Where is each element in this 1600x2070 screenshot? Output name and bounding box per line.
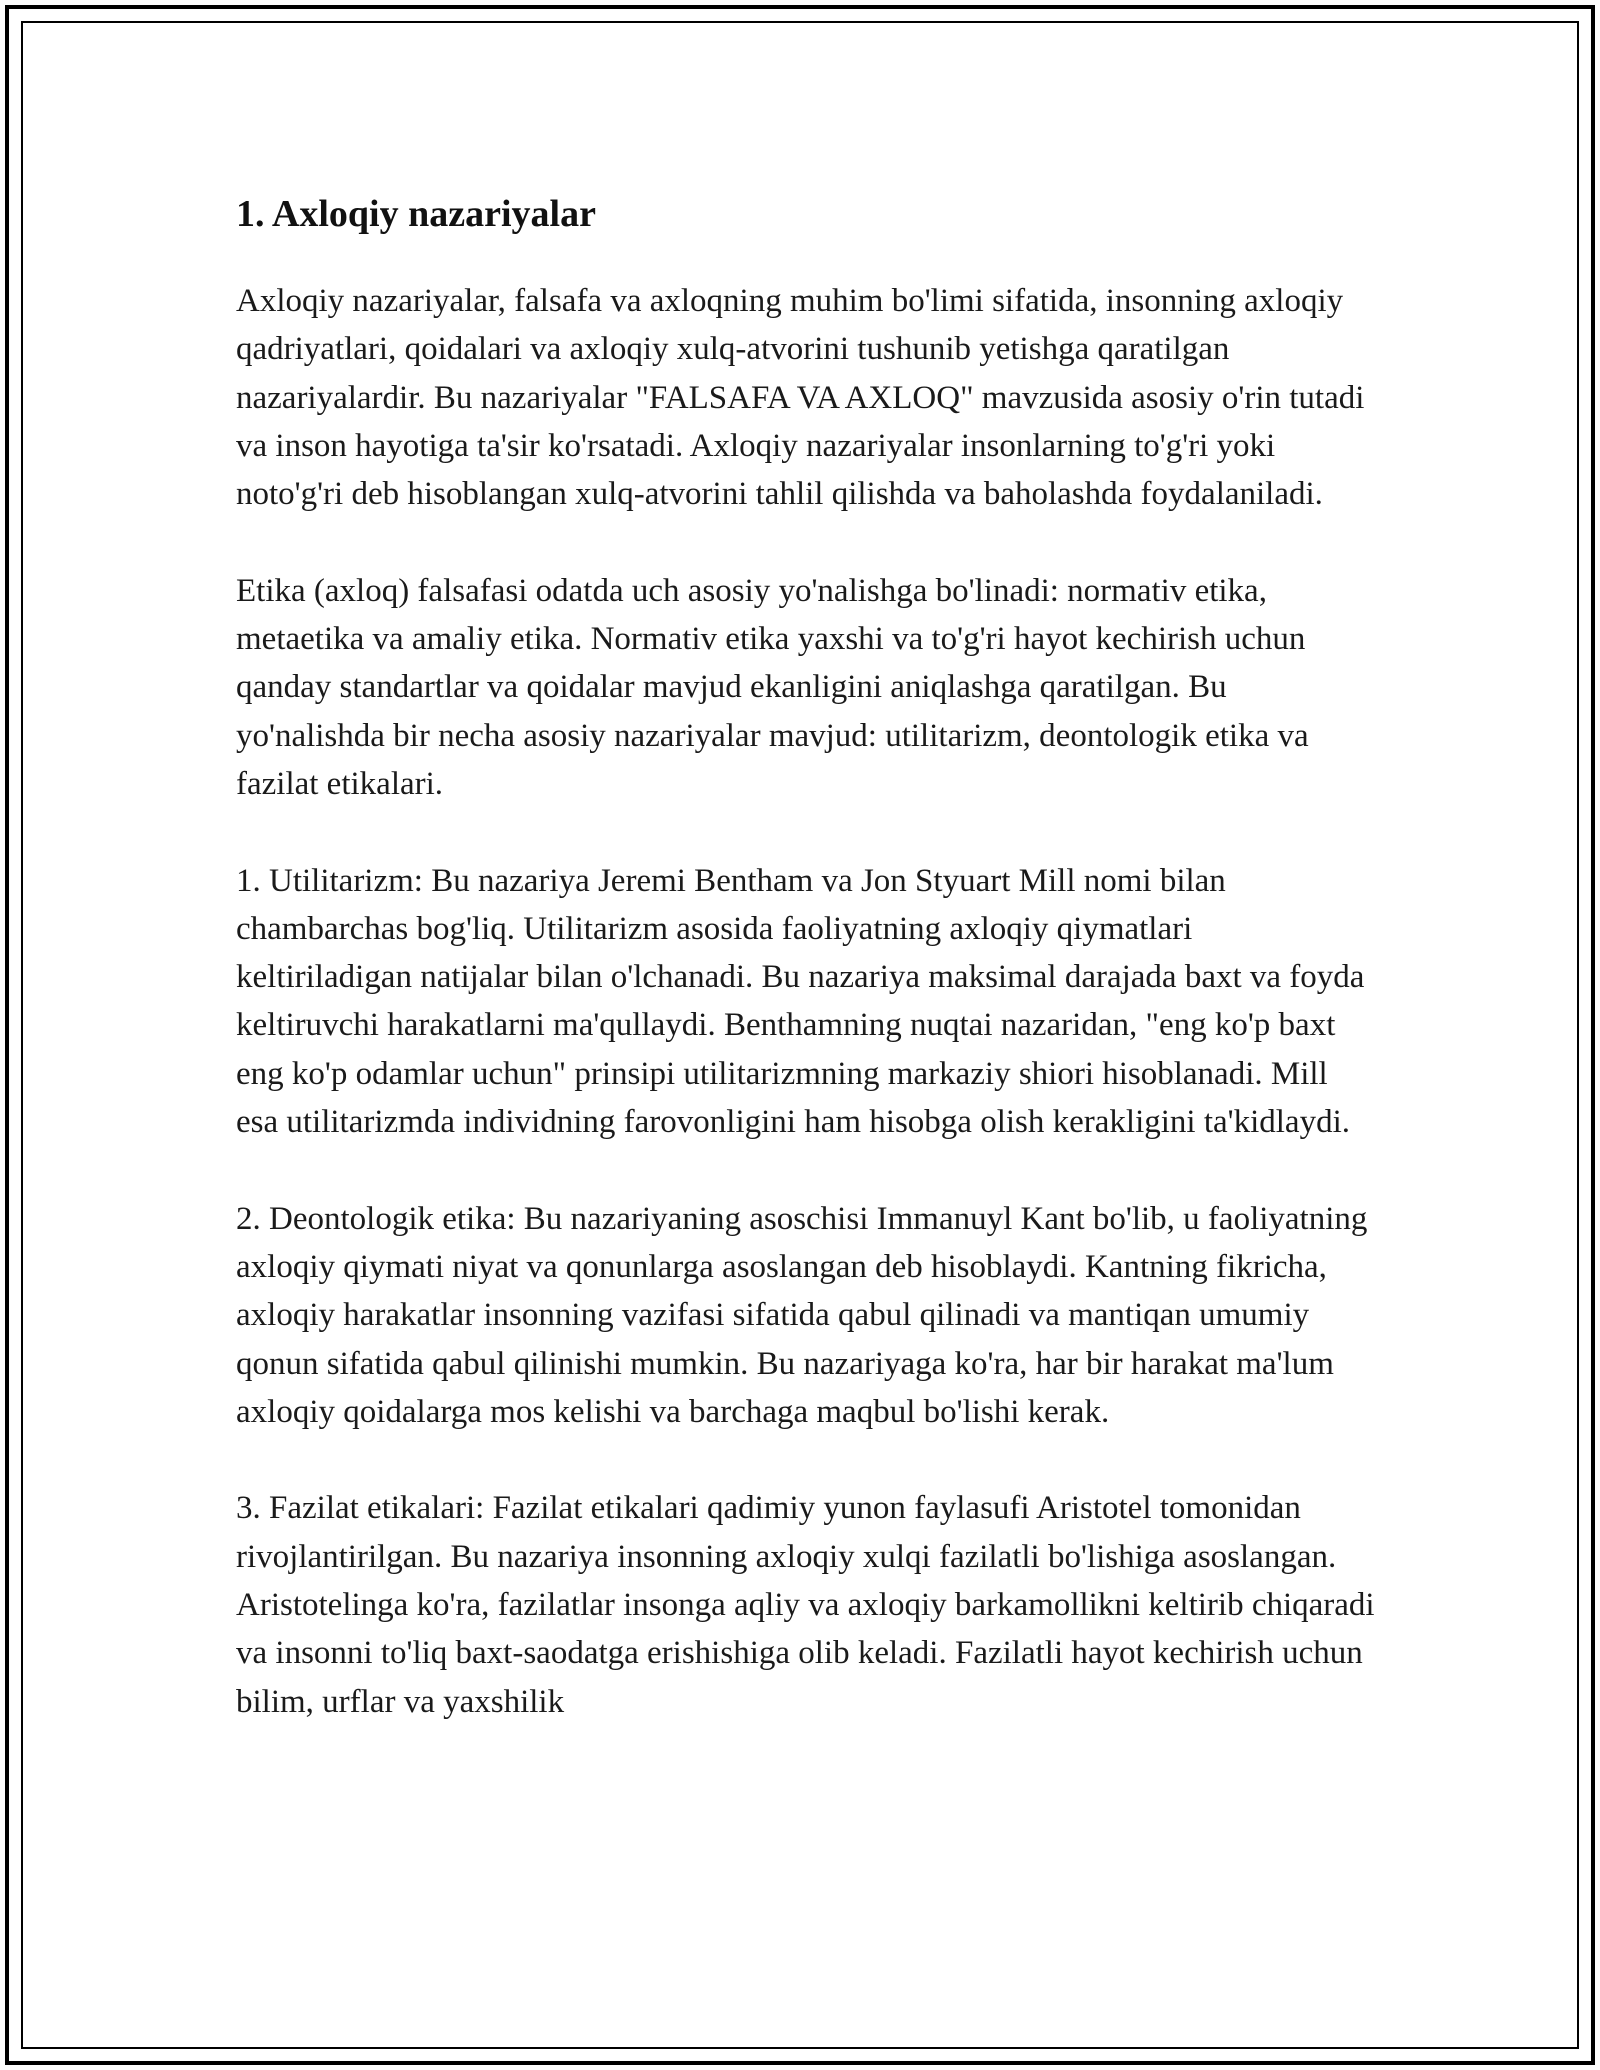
paragraph-intro: Axloqiy nazariyalar, falsafa va axloqning muhim bo'limi sifatida, insonning axloqiy qadriyatlari, qoidalari va axloqiy xulq-atvorini tushunib yetishga qaratilgan nazariyalardir. Bu nazariyalar "FALSAFA VA AXLOQ" mavzusida asosiy o'rin tutadi va inson hayotiga ta'sir ko'rsatadi. Axloqiy nazariyalar insonlarning to'g'ri yoki noto'g'ri deb hisoblangan xulq-atvorini tahlil qilishda va baholashda foydalaniladi. [236,283,1365,513]
paragraph-virtue-ethics: 3. Fazilat etikalari: Fazilat etikalari qadimiy yunon faylasufi Aristotel tomonidan rivojlantirilgan. Bu nazariya insonning axloqiy xulqi fazilatli bo'lishiga asoslangan. Aristotelinga ko'ra, fazilatlar insonga aqliy va axloqiy barkamollikni keltirib chiqaradi va insonni to'liq baxt-saodatga erishishiga olib keladi. Fazilatli hayot kechirish uchun bilim, urflar va yaxshilik [236,1490,1375,1720]
section-heading: 1. Axloqiy nazariyalar [236,193,596,235]
paragraph-utilitarianism: 1. Utilitarizm: Bu nazariya Jeremi Bentham va Jon Styuart Mill nomi bilan chambarchas bog'liq. Utilitarizm asosida faoliyatning axloqiy qiymatlari keltiriladigan natijalar bilan o'lchanadi. Bu nazariya maksimal darajada baxt va foyda keltiruvchi harakatlarni ma'qullaydi. Benthamning nuqtai nazaridan, "eng ko'p baxt eng ko'p odamlar uchun" prinsipi utilitarizmning markaziy shiori hisoblanadi. Mill esa utilitarizmda individning farovonligini ham hisobga olish kerakligini ta'kidlaydi. [236,862,1365,1141]
document-body [236,185,1376,1774]
paragraph-deontology: 2. Deontologik etika: Bu nazariyaning asoschisi Immanuyl Kant bo'lib, u faoliyatning axloqiy qiymati niyat va qonunlarga asoslangan deb hisoblaydi. Kantning fikricha, axloqiy harakatlar insonning vazifasi sifatida qabul qilinadi va mantiqan umumiy qonun sifatida qabul qilinishi mumkin. Bu nazariyaga ko'ra, har bir harakat ma'lum axloqiy qoidalarga mos kelishi va barchaga maqbul bo'lishi kerak. [236,1200,1368,1430]
paragraph-ethics-branches: Etika (axloq) falsafasi odatda uch asosiy yo'nalishga bo'linadi: normativ etika, metaetika va amaliy etika. Normativ etika yaxshi va to'g'ri hayot kechirish uchun qanday standartlar va qoidalar mavjud ekanligini aniqlashga qaratilgan. Bu yo'nalishda bir necha asosiy nazariyalar mavjud: utilitarizm, deontologik etika va fazilat etikalari. [236,572,1309,802]
